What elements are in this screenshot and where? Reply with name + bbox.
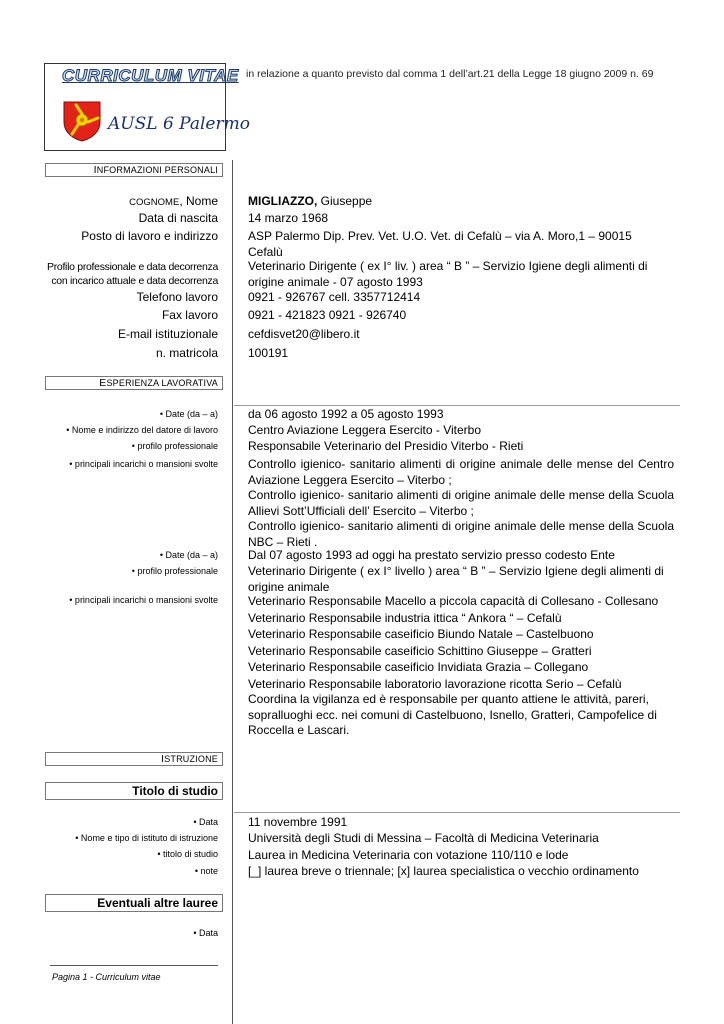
section-title: STRUZIONE <box>164 754 218 764</box>
surname: MIGLIAZZO, <box>248 194 318 208</box>
edu-institute: Università degli Studi di Messina – Facoltà di Medicina Veterinaria <box>248 831 599 845</box>
fax-value: 0921 - 421823 0921 - 926740 <box>248 308 407 322</box>
first-name: Giuseppe <box>320 194 373 208</box>
workplace-value <box>248 229 674 260</box>
profile-line: Veterinario Dirigente ( ex I° liv. ) area “ B ” – Servizio Igiene degli alimenti di <box>248 259 648 273</box>
profile-line: origine animale <box>248 579 330 594</box>
profile-line: Veterinario Dirigente ( ex I° livello ) area “ B ” – Servizio Igiene degli alimenti di <box>248 564 664 578</box>
profile-label <box>47 260 218 288</box>
job2-profile <box>248 564 674 595</box>
section-education <box>45 752 223 766</box>
divider <box>234 405 680 406</box>
edu-institute-label: • Nome e tipo di istituto di istruzione <box>75 833 218 843</box>
section-initial: I <box>161 753 165 765</box>
org-name: AUSL 6 Palermo <box>108 114 250 134</box>
job1-date-label: • Date (da – a) <box>159 409 218 419</box>
email-label: E-mail istituzionale <box>117 327 218 341</box>
job1-profile-label: • profilo professionale <box>131 441 218 451</box>
column-divider <box>232 160 233 1024</box>
duty-item: Controllo igienico- sanitario alimenti di origine animale delle mense della Scuola NBC – Rieti . <box>248 519 674 549</box>
profile-label-line: Profilo professionale e data decorrenza <box>47 261 218 273</box>
job1-employer: Centro Aviazione Leggera Esercito - Viterbo <box>248 423 482 437</box>
section-title: SPERIENZA LAVORATIVA <box>106 378 218 388</box>
duty-item: Veterinario Responsabile caseificio Schittino Giuseppe – Gratteri <box>248 643 592 658</box>
duty-item: Veterinario Responsabile caseificio Biundo Natale – Castelbuono <box>248 627 594 641</box>
job1-date: da 06 agosto 1992 a 05 agosto 1993 <box>248 407 444 421</box>
footer-divider <box>50 965 218 966</box>
page-footer: Pagina 1 - Curriculum vitae <box>52 972 161 982</box>
duty-item: Coordina la vigilanza ed è responsabile per quanto attiene le attività, pareri, sopralluoghi ecc. nei comuni di Castelbuono, Isnello, Gratteri, Campofelice di Roccella e Lascari. <box>248 692 657 737</box>
job2-profile-label: • profilo professionale <box>131 566 218 576</box>
profile-line: origine animale - 07 agosto 1993 <box>248 274 423 289</box>
job1-employer-label: • Nome e indirizzo del datore di lavoro <box>66 425 218 435</box>
duty-item: Controllo igienico- sanitario alimenti di origine animale delle mense del Centro Aviazione Leggera Esercito – Viterbo ; <box>248 457 674 487</box>
phone-value: 0921 - 926767 cell. 3357712414 <box>248 290 421 304</box>
other-degrees-box: Eventuali altre lauree <box>45 894 223 912</box>
edu-notes-label: • note <box>194 866 218 876</box>
divider <box>234 812 680 813</box>
surname-name-value <box>248 194 674 210</box>
edu-notes: [_] laurea breve o triennale; [x] laurea specialistica o vecchio ordinamento <box>248 864 639 878</box>
job2-date-label: • Date (da – a) <box>159 550 218 560</box>
duty-item: Veterinario Responsabile Macello a piccola capacità di Collesano - Collesano <box>248 594 659 608</box>
job1-duties-label: • principali incarichi o mansioni svolte <box>69 459 218 469</box>
other-date-label: • Data <box>193 928 218 938</box>
workplace-line: ASP Palermo Dip. Prev. Vet. U.O. Vet. di Cefalù – via A. Moro,1 – 90015 <box>248 229 632 243</box>
job2-date: Dal 07 agosto 1993 ad oggi ha prestato servizio presso codesto Ente <box>248 548 615 562</box>
duty-item: Controllo igienico- sanitario alimenti di origine animale delle mense della Scuola Allievi Sott’Ufficiali dell’ Esercito – Viterbo ; <box>248 488 674 518</box>
degree-box: Titolo di studio <box>45 782 223 800</box>
workplace-label: Posto di lavoro e indirizzo <box>81 229 218 243</box>
edu-title: Laurea in Medicina Veterinaria con votazione 110/110 e lode <box>248 848 569 862</box>
section-title: NFORMAZIONI PERSONALI <box>96 165 218 175</box>
cv-title: CURRICULUM VITAE <box>62 66 239 85</box>
job1-duties <box>248 457 674 550</box>
fax-label: Fax lavoro <box>161 308 218 322</box>
email-value: cefdisvet20@libero.it <box>248 327 360 341</box>
edu-date-label: • Data <box>193 817 218 827</box>
profile-value <box>248 259 674 290</box>
name-label: , Nome <box>179 194 218 208</box>
duty-item: Veterinario Responsabile laboratorio lavorazione ricotta Serio – Cefalù <box>248 676 622 691</box>
birth-label: Data di nascita <box>138 211 218 225</box>
phone-label: Telefono lavoro <box>136 290 218 304</box>
legal-note: in relazione a quanto previsto dal comma 1 dell’art.21 della Legge 18 giugno 2009 n. 69 <box>246 68 654 80</box>
workplace-line: Cefalù <box>248 244 283 259</box>
surname-name-label <box>129 194 218 208</box>
edu-date: 11 novembre 1991 <box>248 815 348 829</box>
section-initial: I <box>93 164 97 176</box>
section-experience <box>45 376 223 390</box>
id-label: n. matricola <box>155 346 218 360</box>
duty-item: Veterinario Responsabile industria ittica “ Ankora “ – Cefalù <box>248 610 562 625</box>
job1-profile: Responsabile Veterinario del Presidio Viterbo - Rieti <box>248 439 524 453</box>
section-initial: E <box>99 377 107 389</box>
birth-value: 14 marzo 1968 <box>248 211 329 225</box>
sicily-trinacria-shield-icon <box>62 100 102 142</box>
job2-duties <box>248 593 674 739</box>
surname-label: COGNOME <box>129 197 180 208</box>
profile-label-line: con incarico attuale e data decorrenza <box>51 275 218 287</box>
job2-duties-label: • principali incarichi o mansioni svolte <box>69 595 218 605</box>
id-value: 100191 <box>248 346 289 360</box>
edu-title-label: • titolo di studio <box>157 849 218 859</box>
section-personal-info <box>45 163 223 177</box>
duty-item: Veterinario Responsabile caseificio Invidiata Grazia – Collegano <box>248 660 589 674</box>
